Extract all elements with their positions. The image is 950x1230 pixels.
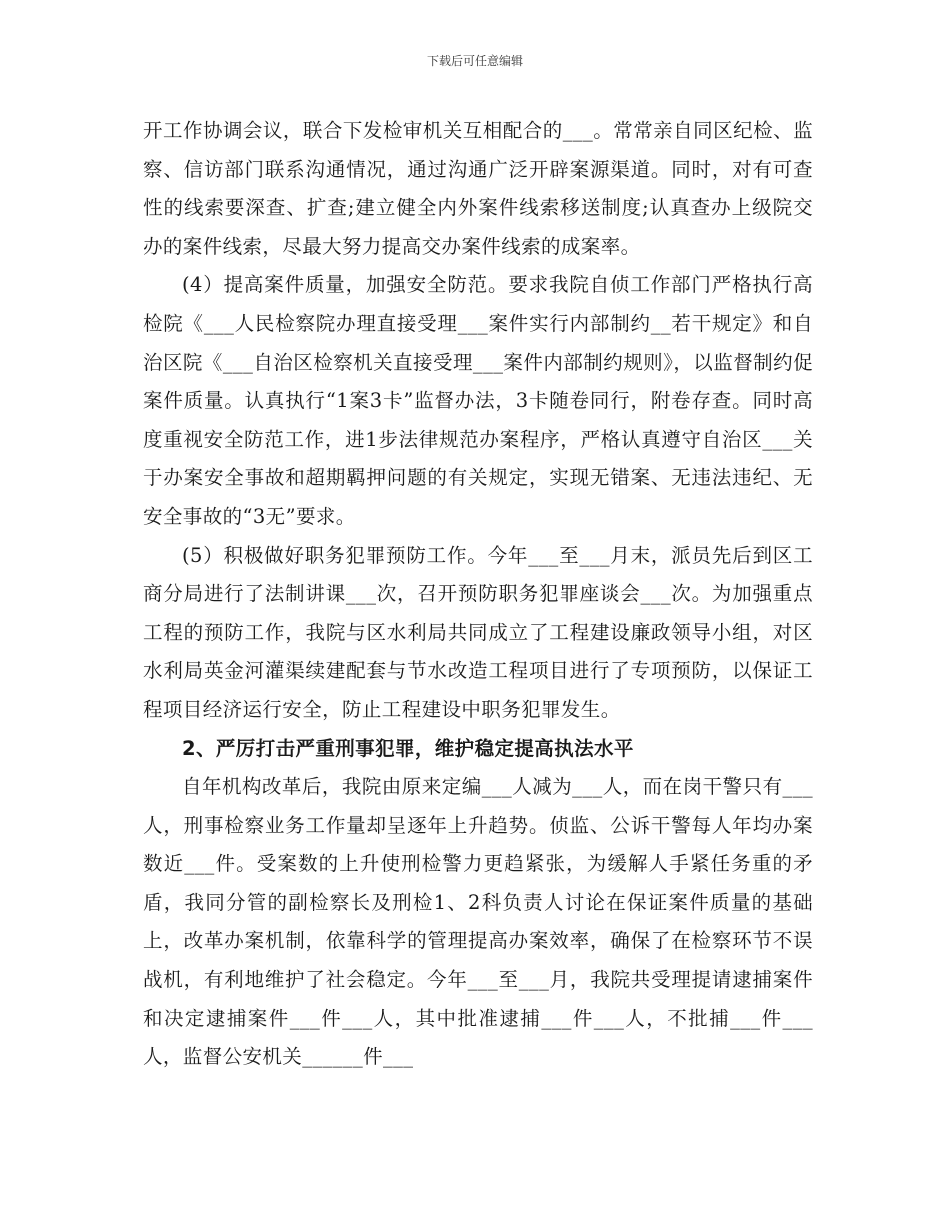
section-heading: 2、严厉打击严重刑事犯罪，维护稳定提高执法水平 bbox=[182, 736, 634, 760]
paragraph-criminal-prosecution: 自年机构改革后，我院由原来定编___人减为___人，而在岗干警只有___人，刑事检察业务工作量却呈逐年上升趋势。侦监、公诉干警每人年均办案数近___件。受案数的上升使刑检警力更趋紧张，为缓解人手紧任务重的矛盾，我同分管的副检察长及刑检1、2科负责人讨论在保证案件质量的基础上，改革办案机制，依靠科学的管理提高办案效率，确保了在检察环节不误战机，有利地维护了社会稳定。今年___至___月，我院共受理提请逮捕案件和决定逮捕案件___件___人，其中批准逮捕___件___人，不批捕___件___人，监督公安机关______件___ bbox=[143, 775, 813, 1069]
document-body bbox=[143, 112, 813, 1077]
paragraph-case-sources: 开工作协调会议，联合下发检审机关互相配合的___。常常亲自同区纪检、监察、信访部门联系沟通情况，通过沟通广泛开辟案源渠道。同时，对有可查性的线索要深查、扩查;建立健全内外案件线索移送制度;认真查办上级院交办的案件线索，尽最大努力提高交办案件线索的成案率。 bbox=[143, 119, 813, 258]
paragraph-case-quality: (4）提高案件质量，加强安全防范。要求我院自侦工作部门严格执行高检院《___人民检察院办理直接受理___案件实行内部制约__若干规定》和自治区院《___自治区检察机关直接受理___案件内部制约规则》，以监督制约促案件质量。认真执行“1案3卡”监督办法，3卡随卷同行，附卷存查。同时高度重视安全防范工作，进1步法律规范办案程序，严格认真遵守自治区___关于办案安全事故和超期羁押问题的有关规定，实现无错案、无违法违纪、无安全事故的“3无”要求。 bbox=[143, 273, 813, 528]
page-header: 下载后可任意编辑 bbox=[426, 54, 523, 68]
paragraph-crime-prevention: (5）积极做好职务犯罪预防工作。今年___至___月末，派员先后到区工商分局进行了法制讲课___次，召开预防职务犯罪座谈会___次。为加强重点工程的预防工作，我院与区水利局共同成立了工程建设廉政领导小组，对区水利局英金河灌渠续建配套与节水改造工程项目进行了专项预防，以保证工程项目经济运行安全，防止工程建设中职务犯罪发生。 bbox=[143, 543, 813, 721]
